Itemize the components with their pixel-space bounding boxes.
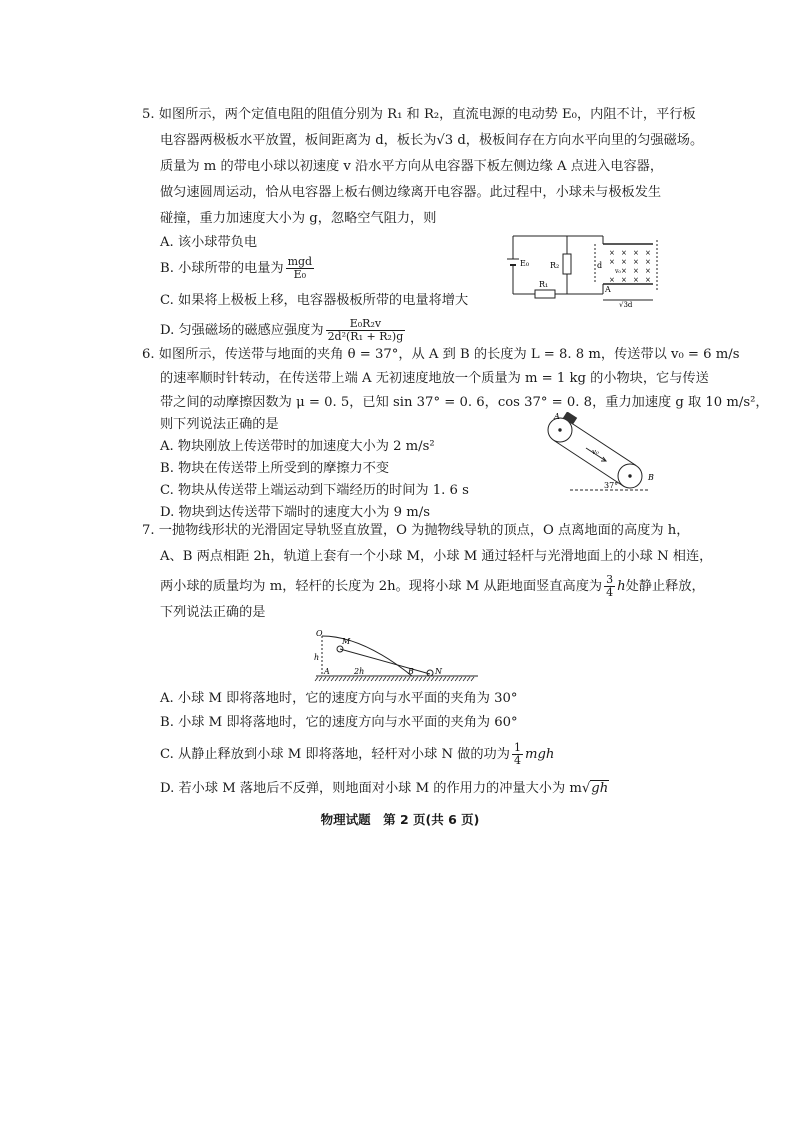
q5-option-b [160,256,316,281]
hatch-mark [419,677,422,681]
q6-line-3: 带之间的动摩擦因数为 μ = 0. 5，已知 sin 37° = 0. 6，cos 37° = 0. 8，重力加速度 g 取 10 m/s²， [160,395,769,410]
q5-b-denominator: E₀ [293,268,307,281]
hatch-mark [315,677,318,681]
hatch-mark [407,677,410,681]
q7-option-b: B. 小球 M 即将落地时，它的速度方向与水平面的夹角为 60° [160,715,518,730]
field-cross: × [645,267,651,275]
q5-line-5: 碰撞，重力加速度大小为 g，忽略空气阻力，则 [160,211,437,226]
q5-line-3: 质量为 m 的带电小球以初速度 v 沿水平方向从电容器下板左侧边缘 A 点进入电容器， [160,159,664,174]
hatch-mark [355,677,358,681]
q7-option-c-fraction [512,742,523,767]
q7-release-var: h [617,579,626,594]
field-cross: × [609,258,615,266]
hatch-mark [391,677,394,681]
label-m: M [342,637,351,646]
label-n: N [435,667,442,676]
q6-line-4: 则下列说法正确的是 [160,417,279,432]
label-v0: v₀ [615,268,621,275]
hatch-mark [467,677,470,681]
hatch-mark [351,677,354,681]
hatch-mark [339,677,342,681]
q7-c-numerator: 1 [513,741,521,754]
q7-c-denominator: 4 [513,754,521,767]
q5-option-b-fraction [286,256,315,281]
field-cross: × [621,276,627,284]
field-cross: × [633,276,639,284]
label-o: O [316,629,323,638]
label-2h: 2h [354,667,365,676]
q5-b-numerator: mgd [287,255,313,268]
q5-option-b-text: B. 小球所带的电量为 [160,261,284,276]
q6-conveyor-figure [540,412,670,502]
label-a: A [324,667,330,676]
q7-line-3-suffix: 处静止释放， [625,579,705,594]
q5-option-d-fraction [326,318,406,343]
hatch-mark [443,677,446,681]
hatch-mark [403,677,406,681]
hatch-mark [463,677,466,681]
top-pulley-axle [559,429,561,431]
hatch-mark [371,677,374,681]
page-footer: 物理试题 第 2 页(共 6 页) [320,812,480,827]
label-r1: R₁ [539,280,549,289]
label-r2: R₂ [550,261,560,270]
label-h: h [314,653,320,662]
label-angle: 37° [604,481,619,490]
q5-option-a: A. 该小球带负电 [160,235,258,250]
hatch-mark [363,677,366,681]
hatch-mark [447,677,450,681]
field-cross: × [645,258,651,266]
hatch-mark [435,677,438,681]
label-b: B [408,667,414,676]
q7-release-denominator: 4 [606,586,614,599]
q7-option-d: D. 若小球 M 落地后不反弹，则地面对小球 M 的作用力的冲量大小为 m√gh [160,781,609,796]
magnetic-field-crosses [609,249,651,284]
q6-line-2: 的速率顺时针转动，在传送带上端 A 无初速度地放一个质量为 m = 1 kg 的小物块，它与传送 [160,371,709,386]
q6-option-b: B. 物块在传送带上所受到的摩擦力不变 [160,461,390,476]
q7-option-a: A. 小球 M 即将落地时，它的速度方向与水平面的夹角为 30° [160,691,518,706]
q5-circuit-figure [505,228,665,308]
label-e0: E₀ [520,259,530,268]
resistor-r1 [535,290,555,298]
hatch-mark [327,677,330,681]
hatch-mark [335,677,338,681]
hatch-mark [451,677,454,681]
bottom-pulley-axle [629,475,631,477]
q7-release-fraction [604,574,615,599]
belt-lower [554,441,624,487]
hatch-mark [323,677,326,681]
hatch-mark [319,677,322,681]
hatch-mark [439,677,442,681]
label-sqrt3d: √3d [619,301,633,308]
q5-line-1: 5. 如图所示，两个定值电阻的阻值分别为 R₁ 和 R₂，直流电源的电动势 E₀，内阻不计，平行板 [142,107,696,122]
hatch-mark [431,677,434,681]
q7-line-4: 下列说法正确的是 [160,605,266,620]
field-cross: × [621,267,627,275]
q7-line-2: A、B 两点相距 2h，轨道上套有一个小球 M，小球 M 通过轻杆与光滑地面上的小球 N 相连， [160,549,713,564]
field-cross: × [633,249,639,257]
hatch-mark [347,677,350,681]
belt-upper [566,420,636,466]
hatch-mark [415,677,418,681]
field-cross: × [645,276,651,284]
hatch-mark [379,677,382,681]
q7-line-1: 7. 一抛物线形状的光滑固定导轨竖直放置，O 为抛物线导轨的顶点，O 点离地面的高度为 h， [142,523,690,538]
q5-option-c: C. 如果将上极板上移，电容器极板所带的电量将增大 [160,293,469,308]
label-a: A [605,285,611,294]
field-cross: × [633,258,639,266]
hatch-mark [427,677,430,681]
q7-release-numerator: 3 [606,573,614,586]
block [563,412,577,425]
hatch-mark [459,677,462,681]
hatch-mark [343,677,346,681]
hatch-mark [399,677,402,681]
label-v0: v₀ [592,448,599,456]
field-cross: × [621,258,627,266]
q7-line-3-text: 两小球的质量均为 m，轻杆的长度为 2h。现将小球 M 从距地面竖直高度为 [160,579,603,594]
hatch-mark [423,677,426,681]
field-cross: × [621,249,627,257]
field-cross: × [609,276,615,284]
q7-option-c-text: C. 从静止释放到小球 M 即将落地，轻杆对小球 N 做的功为 [160,747,510,762]
q7-option-c-suffix: mgh [524,747,555,762]
hatch-mark [455,677,458,681]
hatch-mark [411,677,414,681]
q5-line-4: 做匀速圆周运动，恰从电容器上板右侧边缘离开电容器。此过程中，小球未与极板发生 [160,185,662,200]
hatch-mark [375,677,378,681]
q7-option-d-text: D. 若小球 M 落地后不反弹，则地面对小球 M 的作用力的冲量大小为 m [160,781,582,796]
q5-d-numerator: E₀R₂v [326,318,406,331]
resistor-r2 [563,254,571,274]
q5-option-d-text: D. 匀强磁场的磁感应强度为 [160,323,324,338]
hatch-mark [359,677,362,681]
q7-option-d-sqrt: gh [591,781,609,796]
q5-line-2: 电容器两极板水平放置，板间距离为 d，板长为√3 d，极板间存在方向水平向里的匀强磁场。 [160,133,704,148]
q7-parabola-figure [312,628,482,684]
label-b: B [648,473,654,482]
hatch-mark [367,677,370,681]
hatch-mark [383,677,386,681]
label-d: d [597,261,603,270]
field-cross: × [633,267,639,275]
field-cross: × [645,249,651,257]
hatch-mark [387,677,390,681]
q6-option-c: C. 物块从传送带上端运动到下端经历的时间为 1. 6 s [160,483,469,498]
q6-line-1: 6. 如图所示，传送带与地面的夹角 θ = 37°，从 A 到 B 的长度为 L = 8. 8 m，传送带以 v₀ = 6 m/s [142,347,740,362]
q7-line-3 [160,574,705,599]
q6-option-d: D. 物块到达传送带下端时的速度大小为 9 m/s [160,505,430,520]
hatch-mark [471,677,474,681]
label-a: A [554,412,560,421]
q5-option-d [160,318,407,343]
field-cross: × [609,249,615,257]
q7-option-c [160,742,554,767]
hatch-mark [331,677,334,681]
ground-hatching [315,677,474,681]
q6-option-a: A. 物块刚放上传送带时的加速度大小为 2 m/s² [160,439,435,454]
q5-d-denominator: 2d²(R₁ + R₂)g [327,330,404,343]
hatch-mark [395,677,398,681]
